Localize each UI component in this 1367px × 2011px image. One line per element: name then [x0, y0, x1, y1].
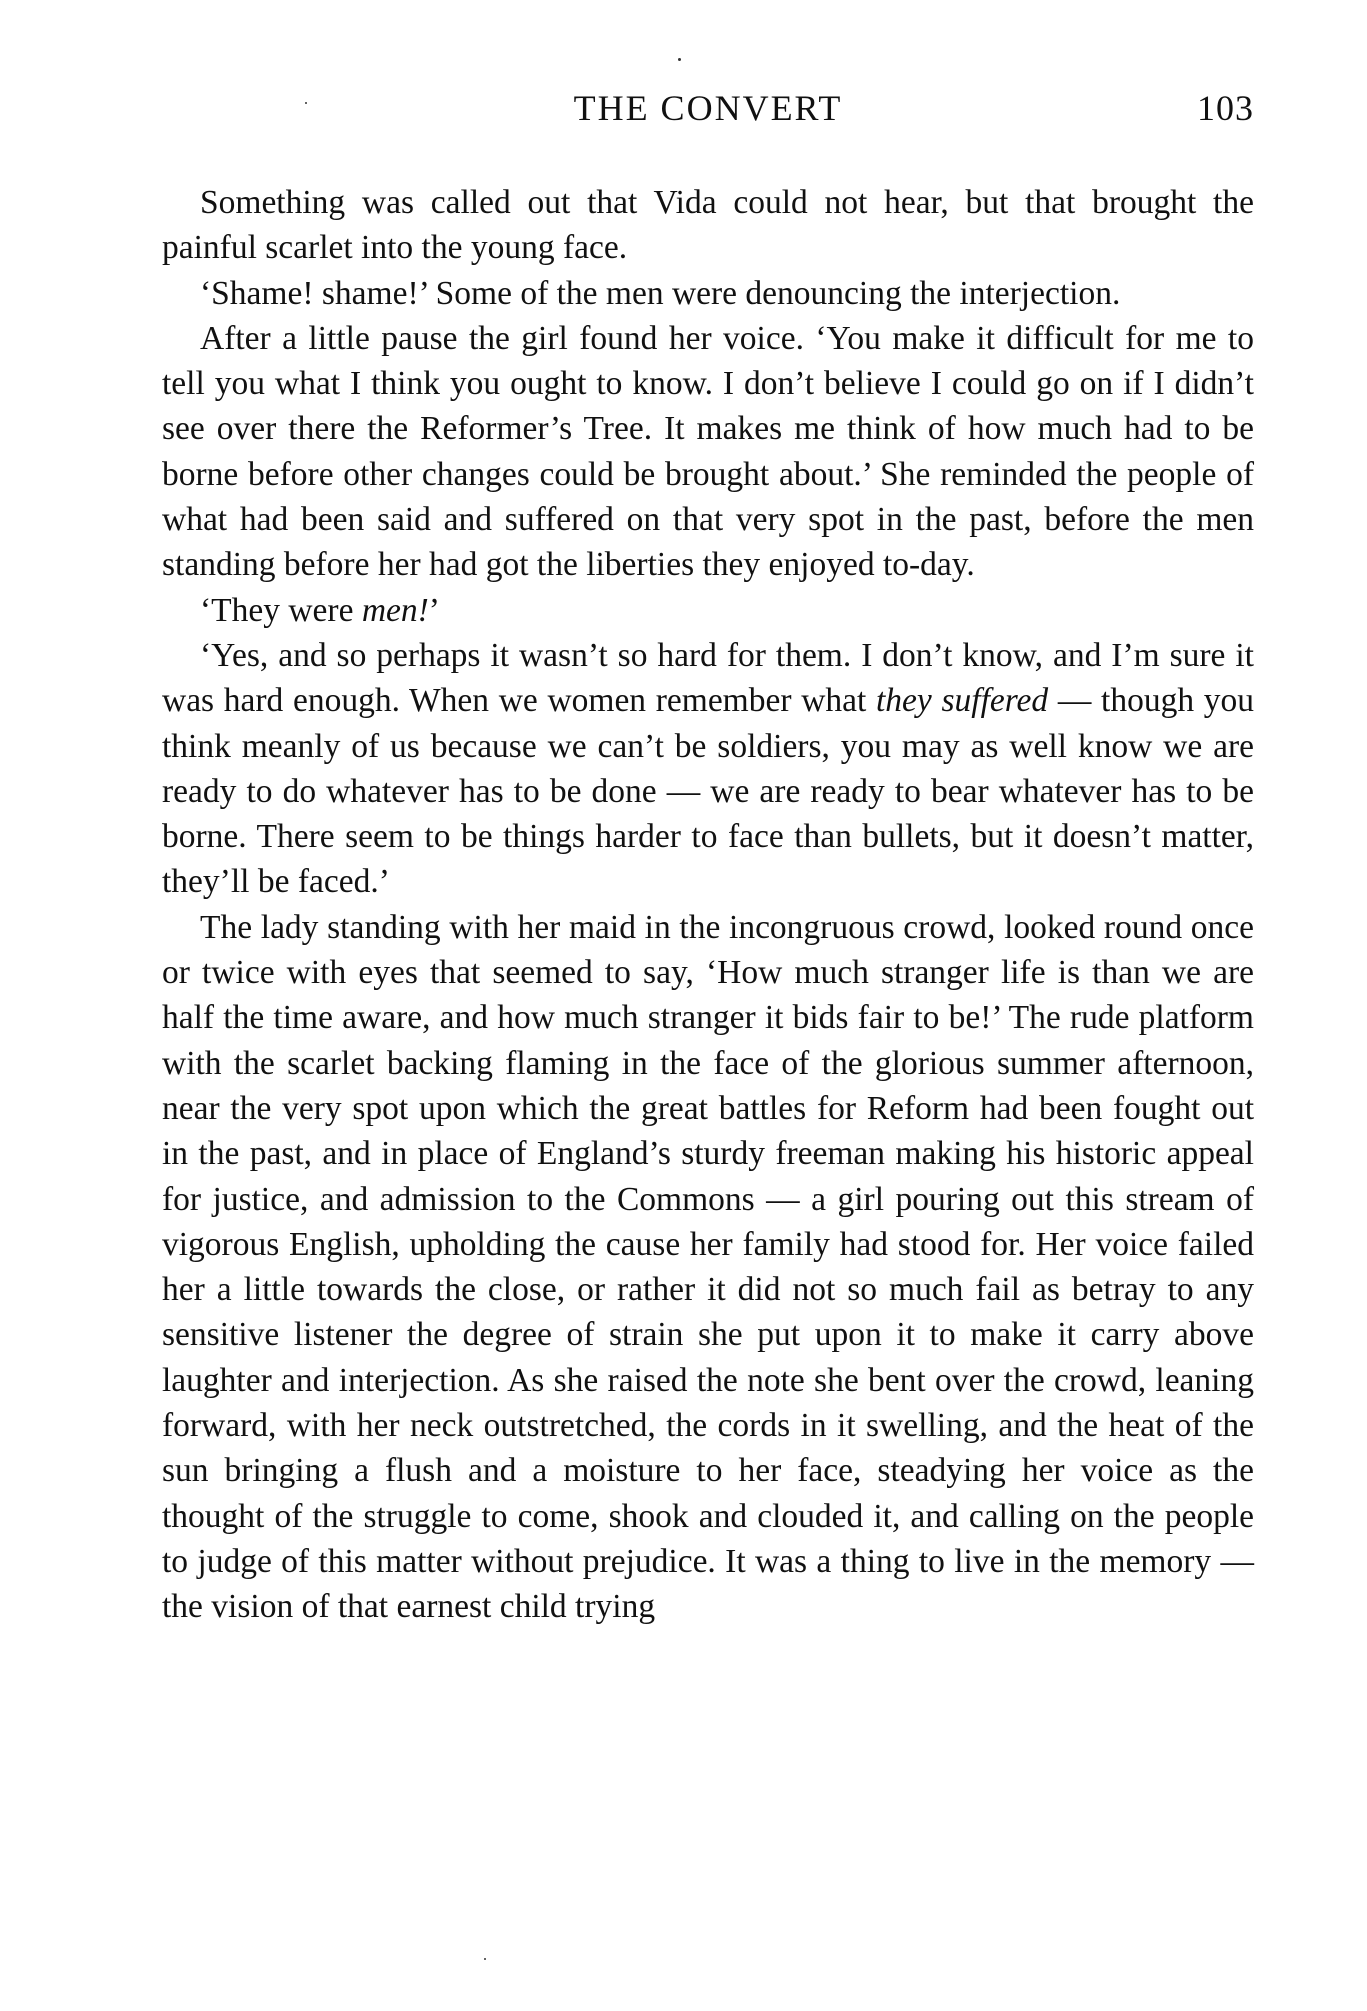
paragraph [162, 271, 1254, 316]
paragraph-text: ‘They were [200, 591, 362, 629]
italic-text: men! [361, 591, 429, 629]
paragraph-text: ‘Shame! shame!’ Some of the men were denouncing the interjection. [200, 274, 1121, 312]
paragraph-text: — though you think meanly of us because we can’t be soldiers, you may as well know we are ready to do whatever has to be done — we are ready to bear whatever has to be borne. There seem to be things harder to face than bullets, but it doesn’t matter, they’ll be faced.’ [162, 682, 1254, 901]
ink-speck [484, 1958, 486, 1960]
italic-text: they suffered [876, 682, 1049, 720]
running-title: THE CONVERT [573, 88, 843, 128]
ink-speck [678, 58, 681, 61]
paragraph-text: The lady standing with her maid in the incongruous crowd, looked round once or twice with eyes that seemed to say, ‘How much stranger life is than we are half the time aware, and how much stranger it bids fair to be!’ The rude platform with the scarlet backing flaming in the face of the glorious summer afternoon, near the very spot upon which the great battles for Reform had been fought out in the past, and in place of England’s sturdy freeman making his historic appeal for justice, and admission to the Commons — a girl pouring out this stream of vigorous English, upholding the cause her family had stood for. Her voice failed her a little towards the close, or rather it did not so much fail as betray to any sensitive listener the degree of strain she put upon it to make it carry above laughter and interjection. As she raised the note she bent over the crowd, leaning forward, with her neck outstretched, the cords in it swelling, and the heat of the sun bringing a flush and a moisture to her face, steadying her voice as the thought of the struggle to come, shook and clouded it, and calling on the people to judge of this matter without prejudice. It was a thing to live in the memory — the vision of that earnest child trying [162, 908, 1254, 1626]
paragraph [162, 180, 1254, 271]
paragraph-text: After a little pause the girl found her voice. ‘You make it difficult for me to tell you what I think you ought to know. I don’t believe I could go on if I didn’t see over there the Reformer’s Tree. It makes me think of how much had to be borne before other changes could be brought about.’ She reminded the people of what had been said and suffered on that very spot in the past, before the men standing before her had got the liberties they enjoyed to-day. [162, 319, 1254, 584]
paragraph [162, 905, 1254, 1630]
paragraph-text: ‘Yes, and so perhaps it wasn’t so hard for them. I don’t know, and I’m sure it was hard enough. When we women remember what [162, 636, 1254, 720]
paragraph [162, 588, 1254, 633]
paragraph [162, 633, 1254, 905]
paragraph [162, 316, 1254, 588]
page-number: 103 [1197, 88, 1254, 128]
page-header [162, 83, 1254, 133]
paragraph-text: ’ [428, 591, 440, 629]
body-text [162, 180, 1254, 1630]
paragraph-text: Something was called out that Vida could not hear, but that brought the painful scarlet into the young face. [162, 184, 1254, 267]
